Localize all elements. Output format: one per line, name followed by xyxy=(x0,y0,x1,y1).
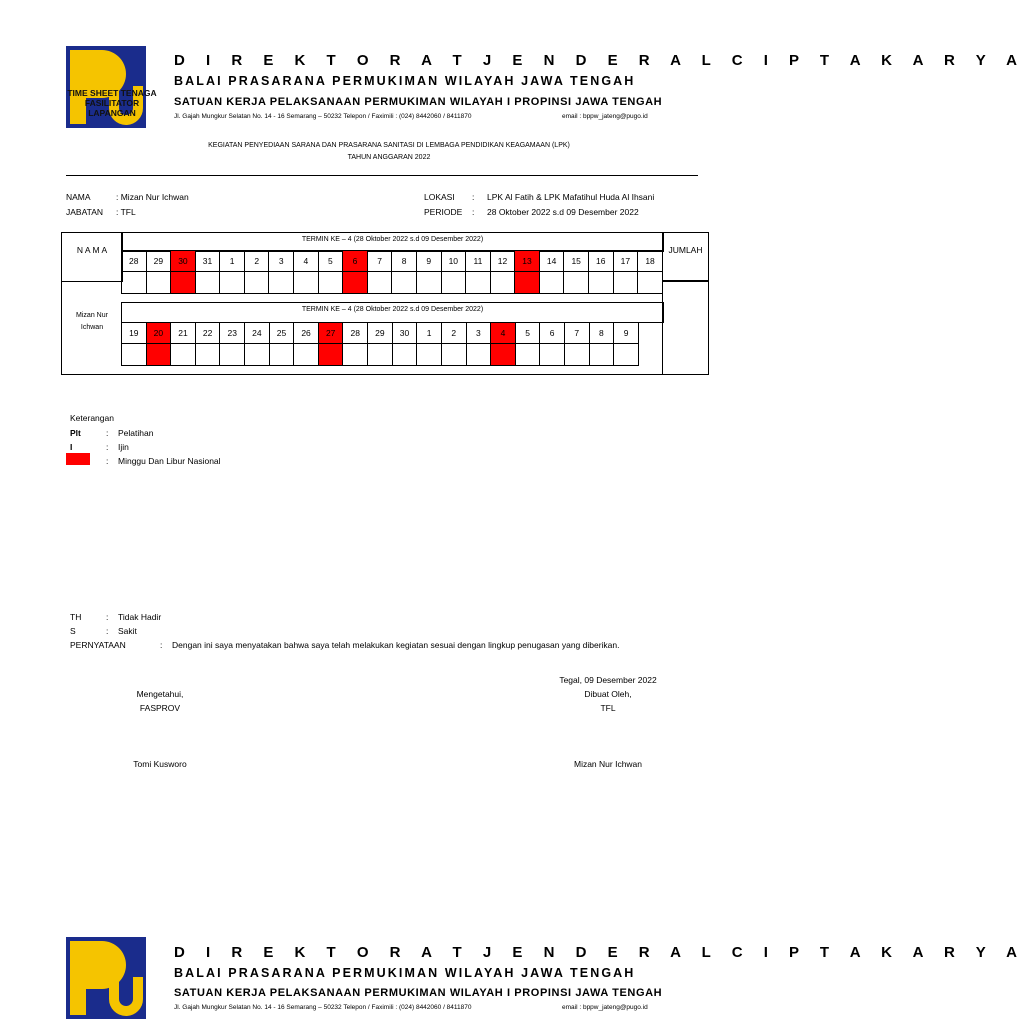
legend-sep-s: : xyxy=(106,626,109,636)
attendance-cell xyxy=(195,272,220,294)
nama-header-cell xyxy=(61,232,123,282)
periode-value: 28 Oktober 2022 s.d 09 Desember 2022 xyxy=(487,207,639,217)
pernyataan-text: Dengan ini saya menyatakan bahwa saya telah melakukan kegiatan sesuai dengan lingkup penugasan yang diberikan. xyxy=(172,640,620,650)
legend-desc-th: Tidak Hadir xyxy=(118,612,162,622)
day-cell: 5 xyxy=(515,323,540,344)
header-address-bottom: Jl. Gajah Mungkur Selatan No. 14 - 16 Semarang – 50232 Telepon / Faximili : (024) 8442060 / 8411870 xyxy=(174,1004,472,1011)
day-cell: 9 xyxy=(614,323,639,344)
attendance-cell xyxy=(491,344,516,366)
legend-red-swatch xyxy=(66,453,90,465)
periode-label: PERIODE xyxy=(424,207,463,217)
signature-left-line2: FASPROV xyxy=(139,703,181,713)
day-cell: 15 xyxy=(564,251,589,272)
attendance-cell xyxy=(343,272,368,294)
attendance-cell xyxy=(490,272,515,294)
day-cell: 29 xyxy=(368,323,393,344)
day-cell: 25 xyxy=(269,323,294,344)
day-cell: 3 xyxy=(466,323,491,344)
pernyataan-label: PERNYATAAN xyxy=(70,640,126,650)
legend-title: Keterangan xyxy=(70,413,114,423)
attendance-cell xyxy=(244,272,269,294)
legend-sep-plt: : xyxy=(106,428,109,438)
attendance-cell xyxy=(416,272,441,294)
signature-right-line1: Dibuat Oleh, xyxy=(584,689,632,699)
person-name: Mizan Nur Ichwan xyxy=(76,312,108,331)
day-cell: 18 xyxy=(638,251,663,272)
doc-title: KEGIATAN PENYEDIAAN SARANA DAN PRASARANA SANITASI DI LEMBAGA PENDIDIKAN KEAGAMAAN (LPK) xyxy=(208,142,570,149)
attendance-cell xyxy=(466,344,491,366)
day-cell: 3 xyxy=(269,251,294,272)
attendance-cell xyxy=(564,344,589,366)
attendance-cell xyxy=(539,272,564,294)
jumlah-header: JUMLAH xyxy=(668,245,703,255)
day-cell: 6 xyxy=(343,251,368,272)
header-email: email : bppw_jateng@pugo.id xyxy=(562,113,648,120)
attendance-cell xyxy=(613,272,638,294)
day-cell: 7 xyxy=(367,251,392,272)
attendance-cell xyxy=(294,344,319,366)
header-balai-bottom: BALAI PRASARANA PERMUKIMAN WILAYAH JAWA TENGAH xyxy=(174,966,636,980)
termin-header-2: TERMIN KE – 4 (28 Oktober 2022 s.d 09 Desember 2022) xyxy=(301,306,484,313)
attendance-cell xyxy=(122,272,147,294)
legend-desc-ijin: Ijin xyxy=(118,442,129,452)
legend-desc-plt: Pelatihan xyxy=(118,428,154,438)
attendance-cell xyxy=(146,344,171,366)
pernyataan-sep: : xyxy=(160,640,163,650)
jabatan-label: JABATAN xyxy=(66,207,103,217)
day-cell: 8 xyxy=(589,323,614,344)
attendance-cell xyxy=(146,272,171,294)
header-satker-bottom: SATUAN KERJA PELAKSANAAN PERMUKIMAN WILAYAH I PROPINSI JAWA TENGAH xyxy=(174,987,663,999)
attendance-cell xyxy=(220,344,245,366)
attendance-cell xyxy=(343,344,368,366)
jumlah-header-cell xyxy=(662,232,709,282)
attendance-cell xyxy=(589,344,614,366)
attendance-cell xyxy=(318,272,343,294)
attendance-cell xyxy=(368,344,393,366)
attendance-cell xyxy=(171,344,196,366)
day-cell: 2 xyxy=(441,323,466,344)
attendance-cell xyxy=(564,272,589,294)
pu-logo-bottom xyxy=(66,937,146,1019)
legend-code-th: TH xyxy=(70,612,82,622)
legend-sep-th: : xyxy=(106,612,109,622)
attendance-cell xyxy=(318,344,343,366)
attendance-cell xyxy=(515,344,540,366)
day-cell: 7 xyxy=(564,323,589,344)
day-cell: 1 xyxy=(220,251,245,272)
attendance-cell xyxy=(122,344,147,366)
day-cell: 20 xyxy=(146,323,171,344)
legend-desc-s: Sakit xyxy=(118,626,137,636)
header-email-bottom: email : bppw_jateng@pugo.id xyxy=(562,1004,648,1011)
signature-left-name: Tomi Kusworo xyxy=(133,759,187,769)
day-cell: 9 xyxy=(416,251,441,272)
day-cell: 1 xyxy=(417,323,442,344)
day-cell: 12 xyxy=(490,251,515,272)
day-cell: 13 xyxy=(515,251,540,272)
attendance-cell xyxy=(269,344,294,366)
legend-code-plt: Plt xyxy=(70,428,81,438)
jabatan-value: : TFL xyxy=(116,207,136,217)
lokasi-value: LPK Al Fatih & LPK Mafatihul Huda Al Ihsani xyxy=(487,192,655,202)
day-cell: 10 xyxy=(441,251,466,272)
attendance-cell xyxy=(466,272,491,294)
nama-header: N A M A xyxy=(76,245,108,255)
signature-right-line2: TFL xyxy=(600,703,616,713)
attendance-cell xyxy=(540,344,565,366)
header-balai: BALAI PRASARANA PERMUKIMAN WILAYAH JAWA TENGAH xyxy=(174,74,636,88)
legend-sep-holiday: : xyxy=(106,456,109,466)
jumlah-value-cell xyxy=(662,280,709,375)
day-cell: 28 xyxy=(343,323,368,344)
day-cell: 31 xyxy=(195,251,220,272)
day-cell: 4 xyxy=(294,251,319,272)
day-cell: 4 xyxy=(491,323,516,344)
pu-logo xyxy=(66,46,157,128)
day-cell: 16 xyxy=(588,251,613,272)
signature-left-line1: Mengetahui, xyxy=(136,689,184,699)
attendance-cell xyxy=(638,272,663,294)
day-cell: 29 xyxy=(146,251,171,272)
title-divider xyxy=(66,175,698,176)
attendance-cell xyxy=(392,272,417,294)
nama-label: NAMA xyxy=(66,192,91,202)
day-cell: 11 xyxy=(466,251,491,272)
day-cell: 23 xyxy=(220,323,245,344)
attendance-cell xyxy=(588,272,613,294)
doc-year: TAHUN ANGGARAN 2022 xyxy=(347,154,431,161)
day-cell: 30 xyxy=(171,251,196,272)
day-cell: 28 xyxy=(122,251,147,272)
attendance-cell xyxy=(417,344,442,366)
day-cell: 6 xyxy=(540,323,565,344)
day-cell: 19 xyxy=(122,323,147,344)
attendance-cell xyxy=(171,272,196,294)
day-cell: 22 xyxy=(195,323,220,344)
day-cell: 17 xyxy=(613,251,638,272)
day-cell: 21 xyxy=(171,323,196,344)
attendance-cell xyxy=(367,272,392,294)
nama-value: : Mizan Nur Ichwan xyxy=(116,192,189,202)
header-directorate: D I R E K T O R A T J E N D E R A L C I P T A K A R Y A xyxy=(174,52,1025,69)
attendance-cell xyxy=(392,344,417,366)
day-cell: 27 xyxy=(318,323,343,344)
attendance-cell xyxy=(245,344,270,366)
header-directorate-bottom: D I R E K T O R A T J E N D E R A L C I P T A K A R Y A xyxy=(174,944,1025,961)
lokasi-label: LOKASI xyxy=(424,192,455,202)
day-cell: 14 xyxy=(539,251,564,272)
legend-desc-holiday: Minggu Dan Libur Nasional xyxy=(118,456,221,466)
header-address: Jl. Gajah Mungkur Selatan No. 14 - 16 Semarang – 50232 Telepon / Faximili : (024) 8442060 / 8411870 xyxy=(174,113,472,120)
day-cell: 30 xyxy=(392,323,417,344)
day-cell: 8 xyxy=(392,251,417,272)
days-grid-1 xyxy=(121,250,663,294)
attendance-cell xyxy=(614,344,639,366)
attendance-cell xyxy=(441,344,466,366)
logo-overlay-text: TIME SHEET TENAGA FASILITATOR LAPANGAN xyxy=(67,88,157,118)
attendance-cell xyxy=(195,344,220,366)
termin-header-1: TERMIN KE – 4 (28 Oktober 2022 s.d 09 Desember 2022) xyxy=(301,236,484,243)
lokasi-sep: : xyxy=(472,192,475,202)
days-grid-2 xyxy=(121,322,639,366)
day-cell: 24 xyxy=(245,323,270,344)
pu-logo-bottom-icon xyxy=(66,937,146,1019)
header-satker: SATUAN KERJA PELAKSANAAN PERMUKIMAN WILAYAH I PROPINSI JAWA TENGAH xyxy=(174,96,663,108)
attendance-cell xyxy=(515,272,540,294)
periode-sep: : xyxy=(472,207,475,217)
day-cell: 2 xyxy=(244,251,269,272)
legend-code-ijin: I xyxy=(70,442,73,452)
signature-place-date: Tegal, 09 Desember 2022 xyxy=(559,675,657,685)
attendance-cell xyxy=(294,272,319,294)
legend-code-s: S xyxy=(70,626,76,636)
attendance-cell xyxy=(269,272,294,294)
legend-sep-ijin: : xyxy=(106,442,109,452)
signature-right-name: Mizan Nur Ichwan xyxy=(573,759,643,769)
attendance-cell xyxy=(220,272,245,294)
attendance-cell xyxy=(441,272,466,294)
day-cell: 26 xyxy=(294,323,319,344)
day-cell: 5 xyxy=(318,251,343,272)
